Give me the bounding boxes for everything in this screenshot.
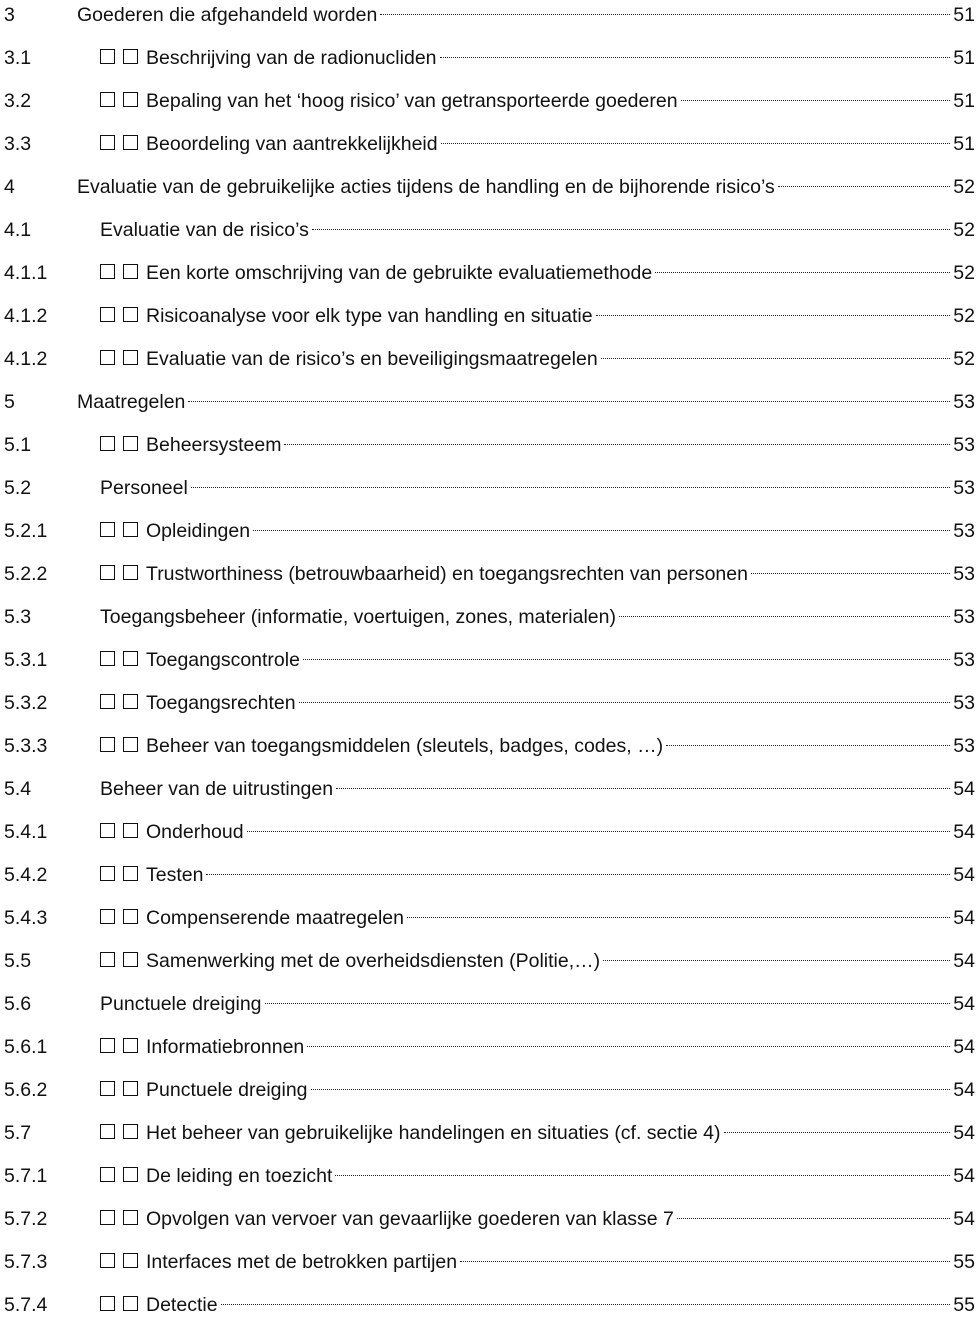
checkbox-icon[interactable] <box>123 92 138 107</box>
dot-leader <box>335 1175 950 1176</box>
toc-entry[interactable] <box>0 344 975 374</box>
toc-entry[interactable] <box>0 129 975 159</box>
toc-entry-body <box>100 344 975 374</box>
dot-leader <box>265 1003 951 1004</box>
toc-entry-page-number: 54 <box>953 1165 975 1187</box>
toc-entry-page-number: 52 <box>953 176 975 198</box>
checkbox-icon[interactable] <box>100 49 115 64</box>
checkbox-icon[interactable] <box>100 651 115 666</box>
toc-entry-title: Het beheer van gebruikelijke handelingen en situaties (cf. sectie 4) <box>146 1122 721 1144</box>
toc-entry-page-number: 53 <box>953 692 975 714</box>
toc-entry[interactable] <box>0 1032 975 1062</box>
toc-entry-body <box>100 559 975 589</box>
toc-entry-page-number: 53 <box>953 606 975 628</box>
toc-entry-body <box>77 0 975 30</box>
toc-entry-number: 5.7.2 <box>4 1208 48 1230</box>
dot-leader <box>440 57 951 58</box>
dot-leader <box>191 487 950 488</box>
toc-entry[interactable] <box>0 1161 975 1191</box>
checkbox-icon[interactable] <box>123 1253 138 1268</box>
toc-entry-body <box>100 817 975 847</box>
toc-entry-page-number: 52 <box>953 348 975 370</box>
toc-entry-body <box>100 301 975 331</box>
checkbox-pair <box>100 129 142 159</box>
toc-entry-number: 3.2 <box>4 90 32 112</box>
toc-entry-title: Informatiebronnen <box>146 1036 305 1058</box>
toc-entry-number: 5.4.1 <box>4 821 48 843</box>
dot-leader <box>336 788 950 789</box>
toc-entry-page-number: 54 <box>953 821 975 843</box>
dot-leader <box>312 229 950 230</box>
toc-entry-title: Opleidingen <box>146 520 251 542</box>
toc-entry-page-number: 54 <box>953 1208 975 1230</box>
toc-entry-title: Trustworthiness (betrouwbaarheid) en toegangsrechten van personen <box>146 563 748 585</box>
dot-leader <box>677 1218 950 1219</box>
toc-entry-page-number: 53 <box>953 649 975 671</box>
checkbox-icon[interactable] <box>100 823 115 838</box>
checkbox-pair <box>100 516 142 546</box>
toc-entry-body <box>100 946 975 976</box>
toc-entry[interactable] <box>0 516 975 546</box>
checkbox-icon[interactable] <box>100 1124 115 1139</box>
toc-entry-page-number: 53 <box>953 434 975 456</box>
checkbox-icon[interactable] <box>123 737 138 752</box>
checkbox-pair <box>100 1204 142 1234</box>
toc-entry-number: 5.4 <box>4 778 32 800</box>
toc-entry[interactable] <box>0 172 975 202</box>
checkbox-icon[interactable] <box>100 264 115 279</box>
checkbox-pair <box>100 1118 142 1148</box>
toc-entry-page-number: 51 <box>953 47 975 69</box>
toc-entry[interactable] <box>0 258 975 288</box>
toc-entry[interactable] <box>0 946 975 976</box>
toc-entry-number: 5.6.2 <box>4 1079 48 1101</box>
checkbox-icon[interactable] <box>100 909 115 924</box>
toc-entry-body <box>100 645 975 675</box>
toc-entry-title: Detectie <box>146 1294 218 1316</box>
toc-entry-page-number: 53 <box>953 391 975 413</box>
toc-entry-body <box>100 1204 975 1234</box>
toc-entry-number: 5.2.1 <box>4 520 48 542</box>
toc-entry-page-number: 53 <box>953 477 975 499</box>
toc-entry-body <box>100 1032 975 1062</box>
toc-entry-body <box>100 688 975 718</box>
toc-entry-title: Beschrijving van de radionucliden <box>146 47 437 69</box>
checkbox-icon[interactable] <box>123 264 138 279</box>
toc-entry-page-number: 52 <box>953 305 975 327</box>
checkbox-pair <box>100 645 142 675</box>
checkbox-icon[interactable] <box>123 909 138 924</box>
toc-entry-body <box>77 387 975 417</box>
toc-entry-page-number: 55 <box>953 1294 975 1316</box>
dot-leader <box>311 1089 951 1090</box>
dot-leader <box>206 874 950 875</box>
checkbox-icon[interactable] <box>100 522 115 537</box>
checkbox-icon[interactable] <box>123 823 138 838</box>
toc-entry[interactable] <box>0 0 975 30</box>
checkbox-pair <box>100 860 142 890</box>
toc-entry-title: Samenwerking met de overheidsdiensten (Politie,…) <box>146 950 601 972</box>
toc-entry-page-number: 54 <box>953 778 975 800</box>
checkbox-icon[interactable] <box>123 1167 138 1182</box>
dot-leader <box>407 917 950 918</box>
toc-entry-number: 5.4.3 <box>4 907 48 929</box>
toc-entry-title: Beheer van de uitrustingen <box>100 778 334 800</box>
toc-entry[interactable] <box>0 559 975 589</box>
toc-entry[interactable] <box>0 903 975 933</box>
checkbox-pair <box>100 344 142 374</box>
checkbox-icon[interactable] <box>100 1210 115 1225</box>
toc-entry[interactable] <box>0 387 975 417</box>
toc-entry-number: 5.6.1 <box>4 1036 48 1058</box>
toc-entry-number: 5.7.3 <box>4 1251 48 1273</box>
toc-entry-page-number: 54 <box>953 1122 975 1144</box>
toc-entry[interactable] <box>0 1290 975 1320</box>
checkbox-pair <box>100 1032 142 1062</box>
toc-entry-title: Onderhoud <box>146 821 244 843</box>
toc-entry[interactable] <box>0 1118 975 1148</box>
checkbox-icon[interactable] <box>123 1296 138 1311</box>
toc-entry-title: Beheer van toegangsmiddelen (sleutels, badges, codes, …) <box>146 735 664 757</box>
dot-leader <box>307 1046 950 1047</box>
checkbox-icon[interactable] <box>100 737 115 752</box>
toc-entry[interactable] <box>0 860 975 890</box>
toc-entry[interactable] <box>0 1247 975 1277</box>
toc-entry-number: 5.2.2 <box>4 563 48 585</box>
toc-entry-page-number: 53 <box>953 735 975 757</box>
dot-leader <box>188 401 950 402</box>
toc-entry-title: Punctuele dreiging <box>146 1079 308 1101</box>
toc-entry-body <box>100 129 975 159</box>
toc-entry-title: Toegangscontrole <box>146 649 300 671</box>
toc-entry-title: Een korte omschrijving van de gebruikte evaluatiemethode <box>146 262 653 284</box>
toc-entry-page-number: 52 <box>953 219 975 241</box>
checkbox-icon[interactable] <box>100 350 115 365</box>
dot-leader <box>666 745 950 746</box>
dot-leader <box>284 444 950 445</box>
toc-entry-number: 5.7.1 <box>4 1165 48 1187</box>
toc-entry-body <box>77 172 975 202</box>
toc-entry-body <box>100 1075 975 1105</box>
toc-entry-page-number: 54 <box>953 1079 975 1101</box>
checkbox-pair <box>100 430 142 460</box>
toc-entry-body <box>100 774 975 804</box>
checkbox-pair <box>100 688 142 718</box>
toc-entry-number: 3.3 <box>4 133 32 155</box>
toc-entry-title: Bepaling van het ‘hoog risico’ van getransporteerde goederen <box>146 90 678 112</box>
checkbox-icon[interactable] <box>123 522 138 537</box>
dot-leader <box>253 530 950 531</box>
toc-entry[interactable] <box>0 86 975 116</box>
checkbox-icon[interactable] <box>123 1081 138 1096</box>
toc-entry-number: 3.1 <box>4 47 32 69</box>
toc-entry-number: 5.7 <box>4 1122 32 1144</box>
checkbox-icon[interactable] <box>100 135 115 150</box>
toc-entry-title: Personeel <box>100 477 188 499</box>
checkbox-pair <box>100 903 142 933</box>
checkbox-pair <box>100 1247 142 1277</box>
toc-entry-title: Evaluatie van de risico’s <box>100 219 309 241</box>
checkbox-pair <box>100 43 142 73</box>
toc-entry-title: Opvolgen van vervoer van gevaarlijke goederen van klasse 7 <box>146 1208 674 1230</box>
dot-leader <box>596 315 951 316</box>
checkbox-pair <box>100 1075 142 1105</box>
toc-entry-page-number: 53 <box>953 520 975 542</box>
checkbox-icon[interactable] <box>123 307 138 322</box>
toc-entry-page-number: 52 <box>953 262 975 284</box>
checkbox-pair <box>100 731 142 761</box>
toc-entry-title: De leiding en toezicht <box>146 1165 333 1187</box>
toc-entry[interactable] <box>0 1204 975 1234</box>
checkbox-icon[interactable] <box>100 436 115 451</box>
toc-entry-title: Interfaces met de betrokken partijen <box>146 1251 458 1273</box>
toc-entry-number: 4.1 <box>4 219 32 241</box>
checkbox-pair <box>100 86 142 116</box>
toc-entry-title: Toegangsrechten <box>146 692 296 714</box>
toc-entry-number: 5.4.2 <box>4 864 48 886</box>
dot-leader <box>778 186 951 187</box>
checkbox-icon[interactable] <box>123 49 138 64</box>
toc-entry-title: Goederen die afgehandeld worden <box>77 4 378 26</box>
toc-entry[interactable] <box>0 473 975 503</box>
dot-leader <box>724 1132 951 1133</box>
checkbox-icon[interactable] <box>123 651 138 666</box>
toc-entry[interactable] <box>0 645 975 675</box>
toc-entry[interactable] <box>0 602 975 632</box>
checkbox-icon[interactable] <box>123 350 138 365</box>
toc-entry-body <box>100 1118 975 1148</box>
toc-entry-title: Evaluatie van de risico’s en beveiligingsmaatregelen <box>146 348 598 370</box>
dot-leader <box>441 143 951 144</box>
toc-entry-title: Punctuele dreiging <box>100 993 262 1015</box>
toc-entry-number: 5.3.2 <box>4 692 48 714</box>
toc-entry-page-number: 51 <box>953 133 975 155</box>
toc-entry-body <box>100 989 975 1019</box>
checkbox-icon[interactable] <box>100 1038 115 1053</box>
toc-entry-body <box>100 903 975 933</box>
toc-entry[interactable] <box>0 817 975 847</box>
checkbox-icon[interactable] <box>123 1038 138 1053</box>
toc-entry-title: Testen <box>146 864 204 886</box>
dot-leader <box>303 659 950 660</box>
toc-entry-page-number: 54 <box>953 907 975 929</box>
toc-entry-body <box>100 43 975 73</box>
toc-entry-number: 5.2 <box>4 477 32 499</box>
checkbox-icon[interactable] <box>100 866 115 881</box>
toc-entry-number: 4.1.2 <box>4 348 48 370</box>
checkbox-icon[interactable] <box>100 1253 115 1268</box>
checkbox-icon[interactable] <box>100 565 115 580</box>
toc-entry-number: 5.3 <box>4 606 32 628</box>
toc-entry-body <box>100 473 975 503</box>
toc-entry-title: Beheersysteem <box>146 434 282 456</box>
toc-entry-body <box>100 1290 975 1320</box>
toc-entry-title: Risicoanalyse voor elk type van handling en situatie <box>146 305 593 327</box>
checkbox-pair <box>100 258 142 288</box>
checkbox-icon[interactable] <box>123 1124 138 1139</box>
checkbox-icon[interactable] <box>123 866 138 881</box>
toc-entry-page-number: 54 <box>953 864 975 886</box>
toc-entry[interactable] <box>0 1075 975 1105</box>
toc-entry-number: 3 <box>4 4 15 26</box>
toc-entry-page-number: 54 <box>953 993 975 1015</box>
toc-entry-number: 5.1 <box>4 434 32 456</box>
toc-entry-body <box>100 86 975 116</box>
toc-entry-body <box>100 516 975 546</box>
dot-leader <box>380 14 950 15</box>
toc-entry-page-number: 53 <box>953 563 975 585</box>
dot-leader <box>460 1261 950 1262</box>
checkbox-icon[interactable] <box>123 694 138 709</box>
checkbox-icon[interactable] <box>123 952 138 967</box>
toc-entry-title: Evaluatie van de gebruikelijke acties tijdens de handling en de bijhorende risico’s <box>77 176 775 198</box>
toc-entry-title: Maatregelen <box>77 391 186 413</box>
checkbox-pair <box>100 817 142 847</box>
checkbox-icon[interactable] <box>100 307 115 322</box>
dot-leader <box>247 831 951 832</box>
toc-entry-title: Toegangsbeheer (informatie, voertuigen, zones, materialen) <box>100 606 616 628</box>
toc-entry[interactable] <box>0 430 975 460</box>
checkbox-icon[interactable] <box>100 1081 115 1096</box>
dot-leader <box>619 616 950 617</box>
checkbox-pair <box>100 559 142 589</box>
toc-entry-number: 5.5 <box>4 950 32 972</box>
toc-entry-page-number: 55 <box>953 1251 975 1273</box>
checkbox-pair <box>100 946 142 976</box>
toc-entry-number: 5.7.4 <box>4 1294 48 1316</box>
toc-entry-body <box>100 258 975 288</box>
toc-entry-title: Beoordeling van aantrekkelijkheid <box>146 133 438 155</box>
dot-leader <box>603 960 950 961</box>
dot-leader <box>655 272 950 273</box>
toc-entry-number: 4.1.1 <box>4 262 48 284</box>
toc-entry-body <box>100 602 975 632</box>
toc-entry-body <box>100 1247 975 1277</box>
toc-entry-number: 5 <box>4 391 15 413</box>
dot-leader <box>681 100 951 101</box>
toc-entry-number: 4 <box>4 176 15 198</box>
toc-entry[interactable] <box>0 989 975 1019</box>
toc-entry[interactable] <box>0 731 975 761</box>
checkbox-icon[interactable] <box>123 565 138 580</box>
toc-entry-body <box>100 1161 975 1191</box>
dot-leader <box>299 702 951 703</box>
dot-leader <box>751 573 950 574</box>
checkbox-icon[interactable] <box>100 952 115 967</box>
toc-entry[interactable] <box>0 774 975 804</box>
checkbox-icon[interactable] <box>123 135 138 150</box>
checkbox-pair <box>100 301 142 331</box>
toc-entry-number: 4.1.2 <box>4 305 48 327</box>
toc-entry-page-number: 54 <box>953 1036 975 1058</box>
checkbox-icon[interactable] <box>123 1210 138 1225</box>
toc-entry[interactable] <box>0 688 975 718</box>
toc-entry[interactable] <box>0 215 975 245</box>
checkbox-icon[interactable] <box>100 1296 115 1311</box>
checkbox-icon[interactable] <box>100 92 115 107</box>
checkbox-pair <box>100 1290 142 1320</box>
checkbox-icon[interactable] <box>100 694 115 709</box>
dot-leader <box>601 358 951 359</box>
toc-entry-number: 5.6 <box>4 993 32 1015</box>
toc-entry-title: Compenserende maatregelen <box>146 907 404 929</box>
checkbox-icon[interactable] <box>100 1167 115 1182</box>
toc-entry-page-number: 54 <box>953 950 975 972</box>
toc-entry[interactable] <box>0 301 975 331</box>
toc-entry-body <box>100 430 975 460</box>
dot-leader <box>221 1304 951 1305</box>
checkbox-icon[interactable] <box>123 436 138 451</box>
toc-entry-body <box>100 731 975 761</box>
toc-entry-body <box>100 215 975 245</box>
checkbox-pair <box>100 1161 142 1191</box>
toc-entry-page-number: 51 <box>953 4 975 26</box>
toc-entry-body <box>100 860 975 890</box>
toc-entry-number: 5.3.1 <box>4 649 48 671</box>
toc-entry[interactable] <box>0 43 975 73</box>
toc-entry-page-number: 51 <box>953 90 975 112</box>
toc-entry-number: 5.3.3 <box>4 735 48 757</box>
